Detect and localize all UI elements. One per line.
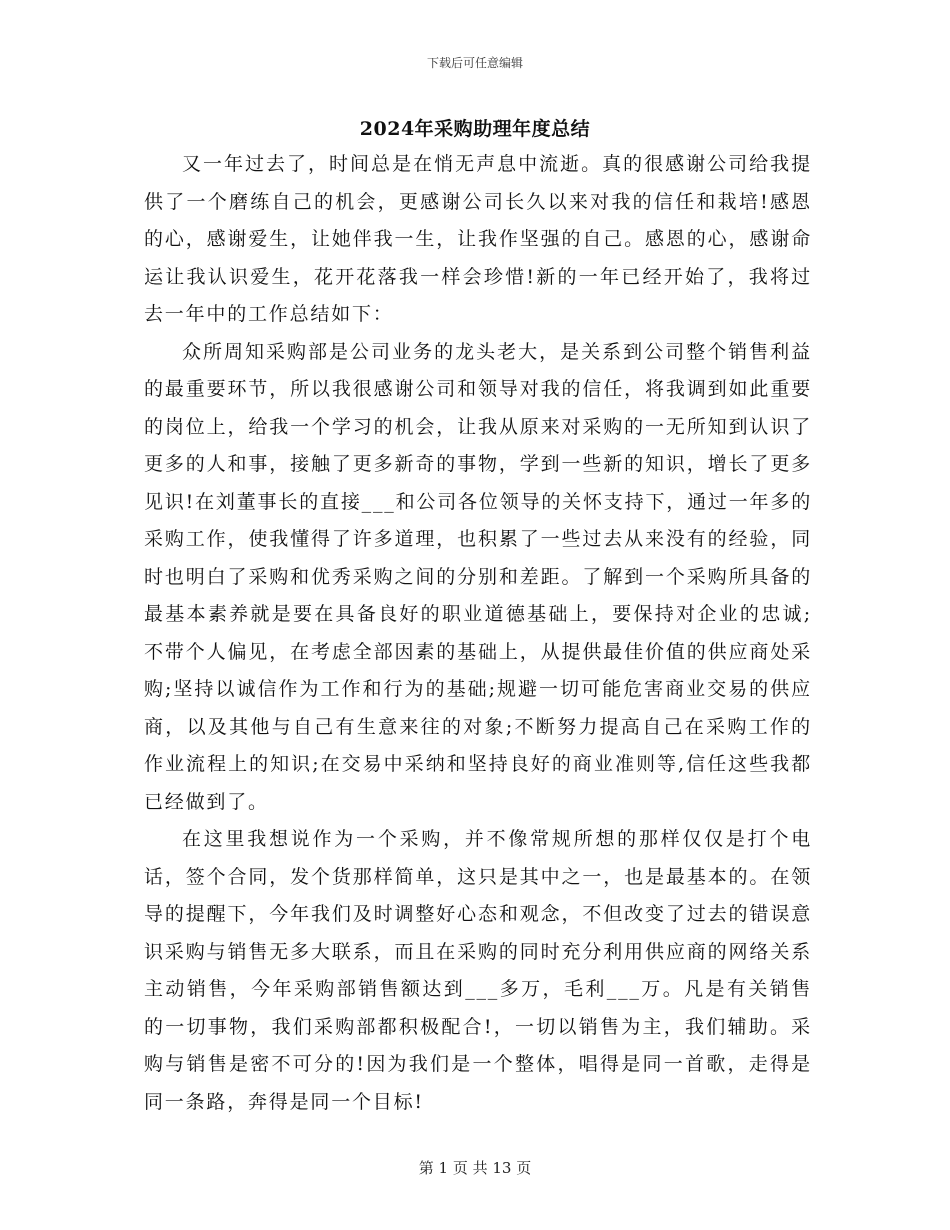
page-number: 第 1 页 共 13 页 (418, 1159, 532, 1177)
document-title: 2024年采购助理年度总结 (359, 118, 591, 140)
header-note: 下载后可任意编辑 (426, 56, 523, 70)
document-body (144, 146, 812, 1121)
paragraph-3: 在这里我想说作为一个采购，并不像常规所想的那样仅仅是打个电话，签个合同，发个货那样简单，这只是其中之一，也是最基本的。在领导的提醒下，今年我们及时调整好心态和观念，不但改变了过去的错误意识采购与销售无多大联系，而且在采购的同时充分利用供应商的网络关系主动销售，今年采购部销售额达到___多万，毛利___万。凡是有关销售的一切事物，我们采购部都积极配合!，一切以销售为主，我们辅助。采购与销售是密不可分的!因为我们是一个整体，唱得是同一首歌，走得是同一条路，奔得是同一个目标! (144, 828, 812, 1113)
paragraph-1: 又一年过去了，时间总是在悄无声息中流逝。真的很感谢公司给我提供了一个磨练自己的机会，更感谢公司长久以来对我的信任和栽培!感恩的心，感谢爱生，让她伴我一生，让我作坚强的自己。感恩的心，感谢命运让我认识爱生，花开花落我一样会珍惜!新的一年已经开始了，我将过去一年中的工作总结如下： (144, 153, 812, 325)
paragraph-2: 众所周知采购部是公司业务的龙头老大，是关系到公司整个销售利益的最重要环节，所以我很感谢公司和领导对我的信任，将我调到如此重要的岗位上，给我一个学习的机会，让我从原来对采购的一无所知到认识了更多的人和事，接触了更多新奇的事物，学到一些新的知识，增长了更多见识!在刘董事长的直接___和公司各位领导的关怀支持下，通过一年多的采购工作，使我懂得了许多道理，也积累了一些过去从来没有的经验，同时也明白了采购和优秀采购之间的分别和差距。了解到一个采购所具备的最基本素养就是要在具备良好的职业道德基础上，要保持对企业的忠诚;不带个人偏见，在考虑全部因素的基础上，从提供最佳价值的供应商处采购;坚持以诚信作为工作和行为的基础;规避一切可能危害商业交易的供应商，以及其他与自己有生意来往的对象;不断努力提高自己在采购工作的作业流程上的知识;在交易中采纳和坚持良好的商业准则等,信任这些我都已经做到了。 (144, 340, 812, 813)
